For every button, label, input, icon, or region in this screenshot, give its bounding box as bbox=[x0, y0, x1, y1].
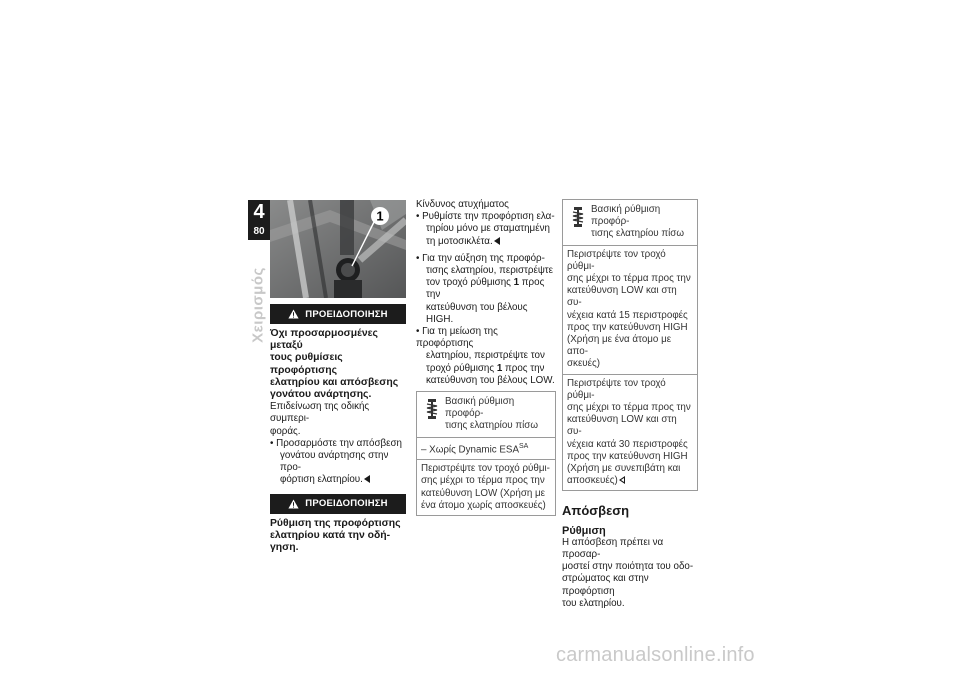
row-2-line-2: σης μέχρι το τέρμα προς την bbox=[567, 402, 691, 414]
warning-heading-1-line-3: ελατηρίου και απόσβεσης bbox=[270, 376, 399, 388]
bullet-1-line-2: τηρίου μόνο με σταματημένη bbox=[426, 223, 550, 235]
bullet-2-line-2: τισης ελατηρίου, περιστρέψτε bbox=[426, 265, 554, 277]
subsection-title: Ρύθμιση bbox=[562, 524, 606, 537]
warning-heading-1-line-4: γονάτου ανάρτησης. bbox=[270, 389, 372, 401]
bullet-3-line-2: ελατηρίου, περιστρέψτε τον bbox=[426, 350, 545, 362]
adjuster-ref: 1 bbox=[513, 277, 520, 289]
box-row-2 bbox=[563, 375, 697, 491]
row-1-line-2: σης μέχρι το τέρμα προς την bbox=[567, 273, 691, 285]
warning-icon bbox=[288, 309, 299, 319]
warning-heading-1-line-1: Όχι προσαρμοσμένες μεταξύ bbox=[270, 328, 378, 352]
box-text-line-3: κατεύθυνση LOW (Χρήση με bbox=[421, 487, 546, 499]
row-2-line-7: αποσκευές) bbox=[567, 475, 618, 487]
box-text-line-4: ένα άτομο χωρίς αποσκευές) bbox=[421, 499, 546, 511]
bullet-3-line-3-tail: προς την bbox=[502, 362, 545, 374]
row-2-line-1: Περιστρέψτε τον τροχό ρύθμι- bbox=[567, 377, 666, 401]
end-mark-icon bbox=[364, 475, 370, 483]
warning-bar-2 bbox=[270, 494, 406, 514]
box-variant-sup: SA bbox=[518, 442, 529, 450]
page-number: 80 bbox=[253, 226, 265, 237]
warning-heading-2-line-3: γηση. bbox=[270, 542, 299, 554]
spring-icon bbox=[571, 206, 585, 228]
box-header bbox=[563, 200, 697, 246]
box-variant-row bbox=[417, 438, 555, 460]
middle-column bbox=[416, 199, 556, 516]
bullet-2-line-3 bbox=[416, 277, 556, 301]
row-1-line-3: κατεύθυνση LOW και στη συ- bbox=[567, 285, 677, 309]
bullet-1-line-3: τη μοτοσικλέτα. bbox=[426, 235, 493, 247]
left-column bbox=[270, 304, 406, 554]
accident-risk-text: Κίνδυνος ατυχήματος bbox=[416, 199, 509, 210]
box-header bbox=[417, 392, 555, 438]
warning-bullet-line-2: γονάτου ανάρτησης στην προ- bbox=[280, 450, 389, 474]
warning-bullet-line-3: φόρτιση ελατηρίου. bbox=[280, 474, 363, 486]
box-header-line-1: Βασική ρύθμιση προφόρ- bbox=[445, 396, 515, 420]
right-column bbox=[562, 199, 698, 610]
warning-heading-2-line-1: Ρύθμιση της προφόρτισης bbox=[270, 517, 401, 529]
damping-body-line-4: του ελατηρίου. bbox=[562, 597, 625, 609]
box-text-row bbox=[417, 460, 555, 515]
spring-preload-box bbox=[416, 391, 556, 516]
row-2-line-7-wrap bbox=[567, 475, 693, 487]
photo-callout: 1 bbox=[376, 208, 384, 224]
box-variant: – Χωρίς Dynamic ESA bbox=[421, 443, 519, 455]
row-1-line-1: Περιστρέψτε τον τροχό ρύθμι- bbox=[567, 248, 666, 272]
bullet-1-line-1: • Ρυθμίστε την προφόρτιση ελα- bbox=[416, 211, 555, 223]
box-text-line-1: Περιστρέψτε τον τροχό ρύθμι- bbox=[421, 463, 550, 475]
adjuster-ref: 1 bbox=[496, 362, 503, 374]
bullet-1-line-3-wrap bbox=[416, 236, 556, 248]
section-title: Απόσβεση bbox=[562, 503, 630, 519]
damping-body-line-2: μοστεί στην ποιότητα του οδο- bbox=[562, 561, 694, 573]
spring-icon bbox=[425, 398, 439, 420]
warning-bullet-line-1: • Προσαρμόστε την απόσβεση bbox=[270, 437, 402, 449]
row-2-line-6: (Χρήση με συνεπιβάτη και bbox=[567, 463, 681, 475]
chapter-tab bbox=[248, 200, 270, 240]
warning-label-2: ΠΡΟΕΙΔΟΠΟΙΗΣΗ bbox=[305, 498, 388, 510]
box-header-line-1: Βασική ρύθμιση προφόρ- bbox=[591, 204, 661, 228]
bullet-2-line-4: κατεύθυνση του βέλους HIGH. bbox=[426, 301, 528, 325]
spring-preload-box-2 bbox=[562, 199, 698, 491]
bullet-3-line-4: κατεύθυνση του βέλους LOW. bbox=[426, 374, 555, 386]
chapter-number: 4 bbox=[253, 201, 265, 223]
warning-heading-2-line-2: ελατηρίου κατά την οδή- bbox=[270, 529, 391, 541]
row-2-line-4: νέχεια κατά 30 περιστροφές bbox=[567, 438, 688, 450]
warning-body-line-2: φοράς. bbox=[270, 425, 301, 437]
row-2-line-3: κατεύθυνση LOW και στη συ- bbox=[567, 414, 677, 438]
end-mark-open-icon bbox=[619, 476, 625, 484]
box-header-line-2: τισης ελατηρίου πίσω bbox=[445, 420, 538, 432]
suspension-photo-drawing bbox=[270, 200, 406, 298]
watermark: carmanualsonline.info bbox=[556, 644, 755, 666]
damping-body-line-3: στρώματος και στην προφόρτιση bbox=[562, 573, 649, 597]
end-mark-icon bbox=[494, 237, 500, 245]
box-header-line-2: τισης ελατηρίου πίσω bbox=[591, 228, 684, 240]
warning-heading-1-line-2: τους ρυθμίσεις προφόρτισης bbox=[270, 352, 343, 376]
row-1-line-7: σκευές) bbox=[567, 358, 601, 370]
row-1-line-4: νέχεια κατά 15 περιστροφές bbox=[567, 309, 688, 321]
bullet-3-line-1: • Για τη μείωση της προφόρτισης bbox=[416, 326, 498, 350]
box-text-line-2: σης μέχρι το τέρμα προς την bbox=[421, 475, 545, 487]
warning-bar-1 bbox=[270, 304, 406, 324]
row-2-line-5: προς την κατεύθυνση HIGH bbox=[567, 450, 688, 462]
warning-body-line-1: Επιδείνωση της οδικής συμπερι- bbox=[270, 401, 370, 425]
warning-icon bbox=[288, 499, 299, 509]
warning-bullet-line-3-wrap bbox=[270, 474, 406, 486]
row-1-line-5: προς την κατεύθυνση HIGH bbox=[567, 321, 688, 333]
damping-body-line-1: Η απόσβεση πρέπει να προσαρ- bbox=[562, 536, 664, 561]
bullet-2-line-3-tail: προς την bbox=[426, 277, 545, 301]
bullet-2-line-3-text: τον τροχό ρύθμισης bbox=[426, 277, 514, 289]
bullet-2-line-1: • Για την αύξηση της προφόρ- bbox=[416, 252, 545, 264]
chapter-title: Χειρισμός bbox=[249, 267, 267, 343]
bullet-3-line-3 bbox=[416, 363, 556, 375]
row-1-line-6: (Χρήση με ένα άτομο με απο- bbox=[567, 334, 672, 358]
suspension-photo bbox=[270, 200, 406, 298]
box-row-1 bbox=[563, 246, 697, 375]
bullet-3-line-3-text: τροχό ρύθμισης bbox=[426, 362, 497, 374]
warning-label-1: ΠΡΟΕΙΔΟΠΟΙΗΣΗ bbox=[305, 308, 388, 320]
